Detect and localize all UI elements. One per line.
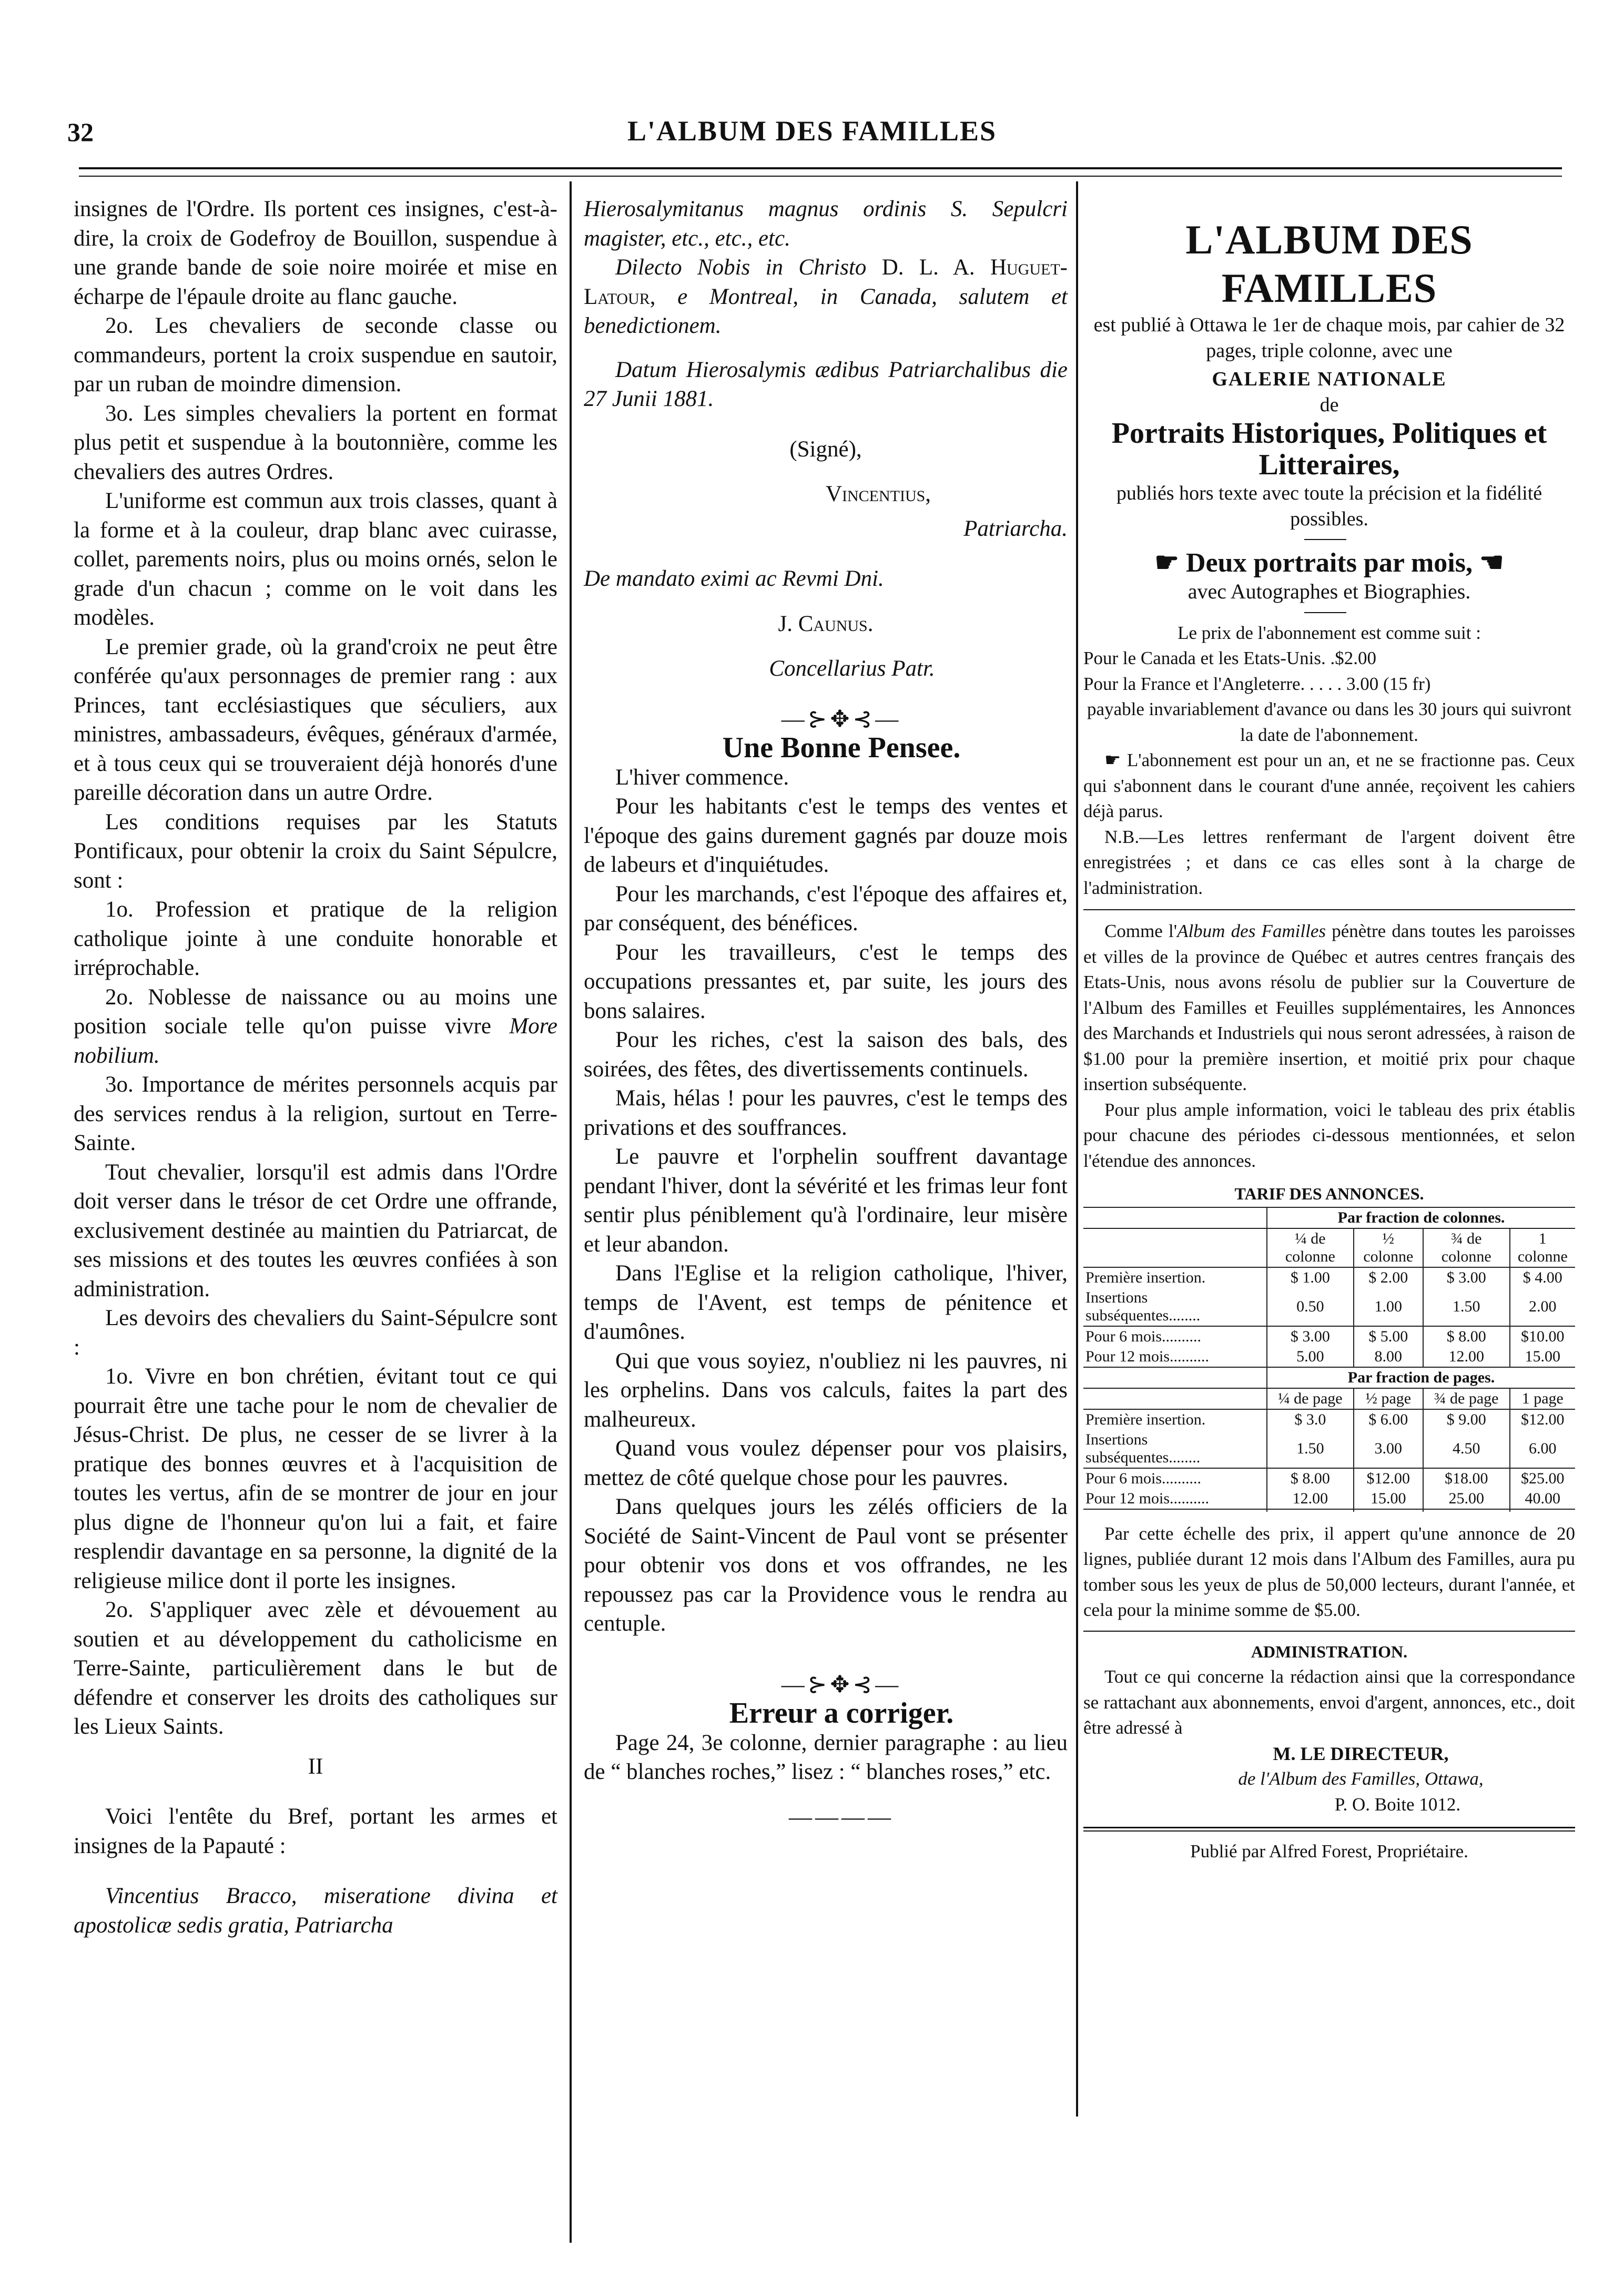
paragraph: Dans l'Eglise et la religion catholique, l'hiver, temps de l'Avent, est temps de pénitence et d'aumônes. bbox=[584, 1261, 1068, 1344]
address-line: M. LE DIRECTEUR, bbox=[1273, 1743, 1449, 1764]
paragraph: Les conditions requises par les Statuts Pontificaux, pour obtenir la croix du Saint Sépulcre, sont : bbox=[74, 809, 557, 893]
table-cell: 12.00 bbox=[1423, 1347, 1510, 1367]
paragraph bbox=[1083, 748, 1575, 825]
column-header: ¼ de page bbox=[1267, 1388, 1354, 1409]
paragraph: avec Autographes et Biographies. bbox=[1187, 579, 1471, 603]
paragraph: Datum Hierosalymis ædibus Patriarchalibus die 27 Junii 1881. bbox=[584, 357, 1068, 411]
table-cell: $ 6.00 bbox=[1354, 1409, 1423, 1430]
table-cell: 40.00 bbox=[1510, 1489, 1575, 1509]
row-label: Insertions subséquentes........ bbox=[1085, 1288, 1201, 1324]
column-header: 1 page bbox=[1510, 1388, 1575, 1409]
paragraph-text: L'abonnement est pour un an, et ne se fractionne pas. Ceux qui s'abonnent dans le courant d'une année, reçoivent les cahiers déjà parus. bbox=[1083, 750, 1576, 821]
row-label: Première insertion. bbox=[1083, 1409, 1267, 1430]
column-divider-2 bbox=[1076, 181, 1078, 2117]
table-section-header: Par fraction de colonnes. bbox=[1267, 1207, 1575, 1228]
price-line: Pour la France et l'Angleterre. . . . . 3.00 (15 fr) bbox=[1083, 673, 1431, 694]
section-rule bbox=[1083, 909, 1575, 910]
paragraph: 3o. Importance de mérites personnels acquis par des services rendus à la religion, surtout en Terre-Sainte. bbox=[74, 1072, 557, 1155]
paragraph: Vincentius Bracco, miseratione divina et apostolicæ sedis gratia, Patriarcha bbox=[74, 1884, 557, 1938]
paragraph: L'uniforme est commun aux trois classes, quant à la forme et à la couleur, drap blanc avec cuirasse, collet, parements noirs, plus ou moins ornés, selon le grade d'un chacun ; comme on le voit dans les modèles. bbox=[74, 489, 557, 630]
tariff-title: TARIF DES ANNONCES. bbox=[1234, 1184, 1424, 1203]
signer-name: J. Caunus. bbox=[778, 611, 874, 636]
paragraph bbox=[1083, 919, 1575, 1097]
paragraph: Mais, hélas ! pour les pauvres, c'est le temps des privations et des souffrances. bbox=[584, 1086, 1068, 1140]
paragraph-text: 2o. Noblesse de naissance ou au moins une position sociale telle qu'on puisse vivre bbox=[74, 984, 557, 1039]
paragraph: insignes de l'Ordre. Ils portent ces insignes, c'est-à-dire, la croix de Godefroy de Bouillon, suspendue à une grande bande de soie noire moirée et mise en écharpe de l'épaule droite au flanc gauche. bbox=[74, 197, 557, 309]
name-text: D. L. A. Huguet-Latour, bbox=[584, 255, 1068, 309]
table-cell: $ 2.00 bbox=[1354, 1267, 1423, 1288]
row-label: Pour 12 mois.......... bbox=[1085, 1347, 1210, 1365]
table-cell: $ 9.00 bbox=[1423, 1409, 1510, 1430]
paragraph: Quand vous voulez dépenser pour vos plaisirs, mettez de côté quelque chose pour les pauvres. bbox=[584, 1436, 1068, 1490]
table-cell: 8.00 bbox=[1354, 1347, 1423, 1367]
address-line: de l'Album des Familles, Ottawa, bbox=[1238, 1768, 1484, 1789]
paragraph: Hierosalymitanus magnus ordinis S. Sepulcri magister, etc., etc., etc. bbox=[584, 197, 1068, 251]
ornament: ———— bbox=[789, 1804, 894, 1830]
column-3 bbox=[1083, 216, 1575, 1865]
table-cell: 1.50 bbox=[1423, 1288, 1510, 1326]
column-header: ¾ de page bbox=[1423, 1388, 1510, 1409]
gallery-title: GALERIE NATIONALE bbox=[1212, 368, 1447, 390]
paragraph: Le pauvre et l'orphelin souffrent davantage pendant l'hiver, dont la sévérité et les frimas leur font sentir plus péniblement qu'à l'ordinaire, leur misère et leur abandon. bbox=[584, 1144, 1068, 1257]
table-cell: 15.00 bbox=[1354, 1489, 1423, 1509]
table-cell: $12.00 bbox=[1510, 1409, 1575, 1430]
table-cell: $ 5.00 bbox=[1354, 1326, 1423, 1347]
table-cell: $ 4.00 bbox=[1510, 1267, 1575, 1288]
paragraph-text: Comme l' bbox=[1104, 921, 1178, 941]
paragraph: publiés hors texte avec toute la précision et la fidélité possibles. bbox=[1116, 482, 1542, 530]
paragraph: Le premier grade, où la grand'croix ne peut être conférée qu'aux personnages de premier rang : aux Princes, tant ecclésiastiques que séculiers, aux ministres, ambassadeurs, évêques, généraux d'armée, et à tous ceux qui se trouveraient déjà honorés d'une pareille décoration dans un autre Ordre. bbox=[74, 634, 557, 805]
paragraph bbox=[584, 253, 1068, 341]
section-rule bbox=[1083, 1827, 1575, 1828]
article-heading: Erreur a corriger. bbox=[729, 1697, 954, 1730]
paragraph: Pour plus ample information, voici le tableau des prix établis pour chacune des périodes ci-dessous mentionnées, et selon l'étendue des annonces. bbox=[1083, 1099, 1575, 1171]
table-cell: 3.00 bbox=[1354, 1430, 1423, 1468]
section-rule-thin bbox=[1083, 1830, 1575, 1832]
paragraph: L'hiver commence. bbox=[615, 765, 789, 790]
table-cell: 15.00 bbox=[1510, 1347, 1575, 1367]
paragraph: Pour les riches, c'est la saison des bals, des soirées, des fêtes, des divertissements continuels. bbox=[584, 1027, 1068, 1082]
column-header: ½ colonne bbox=[1354, 1228, 1423, 1267]
table-cell: $10.00 bbox=[1510, 1326, 1575, 1347]
italic-phrase: More nobilium. bbox=[74, 1014, 557, 1068]
paragraph: Pour les habitants c'est le temps des ventes et l'époque des gains durement gagnés par douze mois de labeurs et d'inquiétudes. bbox=[584, 794, 1068, 877]
column-header: 1 colonne bbox=[1510, 1228, 1575, 1267]
row-label: Pour 6 mois.......... bbox=[1083, 1468, 1267, 1489]
promo-text: Deux portraits par mois, bbox=[1185, 548, 1473, 578]
row-label: Insertions subséquentes........ bbox=[1085, 1430, 1201, 1466]
paragraph: Pour les marchands, c'est l'époque des affaires et, par conséquent, des bénéfices. bbox=[584, 881, 1068, 935]
publisher-line: Publié par Alfred Forest, Propriétaire. bbox=[1190, 1841, 1468, 1861]
portraits-title: Portraits Historiques, Politiques et Litteraires, bbox=[1111, 417, 1547, 481]
table-cell: 1.50 bbox=[1267, 1430, 1354, 1468]
ornament: —⊱✥⊰— bbox=[781, 1671, 902, 1697]
table-cell: 1.00 bbox=[1354, 1288, 1423, 1326]
paragraph: De mandato eximi ac Revmi Dni. bbox=[584, 566, 884, 591]
admin-title: ADMINISTRATION. bbox=[1251, 1642, 1408, 1661]
table-cell: $ 8.00 bbox=[1267, 1468, 1354, 1489]
column-header: ½ page bbox=[1354, 1388, 1423, 1409]
table-cell: 6.00 bbox=[1510, 1430, 1575, 1468]
table-cell: $ 3.0 bbox=[1267, 1409, 1354, 1430]
italic-phrase: Album des Familles bbox=[1177, 921, 1326, 941]
paragraph: Les devoirs des chevaliers du Saint-Sépulcre sont : bbox=[74, 1306, 557, 1360]
table-cell: 25.00 bbox=[1423, 1489, 1510, 1509]
pointing-hand-icon: ☛ bbox=[1104, 750, 1121, 770]
table-cell: $ 3.00 bbox=[1423, 1267, 1510, 1288]
paragraph: Tout chevalier, lorsqu'il est admis dans l'Ordre doit verser dans le trésor de cet Ordre une offrande, exclusivement destinée au maintien du Patriarcat, de ses missions et des toutes les œuvres confiées à son administration. bbox=[74, 1159, 557, 1301]
column-header: ¾ de colonne bbox=[1423, 1228, 1510, 1267]
ornament: —⊱✥⊰— bbox=[781, 706, 902, 732]
header-rule-thin bbox=[79, 176, 1562, 177]
section-rule bbox=[1083, 1631, 1575, 1632]
tariff-table bbox=[1083, 1207, 1575, 1512]
column-2 bbox=[584, 195, 1068, 1832]
table-cell: 5.00 bbox=[1267, 1347, 1354, 1367]
pointing-hand-icon: ☛ bbox=[1154, 548, 1179, 578]
table-cell: $ 8.00 bbox=[1423, 1326, 1510, 1347]
paragraph: 2o. Les chevaliers de seconde classe ou commandeurs, portent la croix suspendue en sautoir, par un ruban de moindre dimension. bbox=[74, 313, 557, 396]
signer-name: Vincentius, bbox=[825, 482, 931, 506]
page-number: 32 bbox=[67, 117, 94, 147]
row-label: Première insertion. bbox=[1083, 1267, 1267, 1288]
promo-line bbox=[1083, 547, 1575, 579]
connector-text: de bbox=[1320, 393, 1339, 416]
masthead-title: L'ALBUM DES FAMILLES bbox=[1185, 217, 1473, 311]
table-cell: $18.00 bbox=[1423, 1468, 1510, 1489]
article-heading: Une Bonne Pensee. bbox=[722, 731, 961, 764]
paragraph: Qui que vous soyiez, n'oubliez ni les pauvres, ni les orphelins. Dans vos calculs, faites la part des malheureux. bbox=[584, 1348, 1068, 1432]
table-section-header: Par fraction de pages. bbox=[1267, 1367, 1575, 1388]
paragraph bbox=[74, 983, 557, 1071]
paragraph: 3o. Les simples chevaliers la portent en format plus petit et suspendue à la boutonnière, comme les chevaliers des autres Ordres. bbox=[74, 401, 557, 484]
table-cell: $ 1.00 bbox=[1267, 1267, 1354, 1288]
paragraph: 1o. Profession et pratique de la religion catholique jointe à une conduite honorable et irréprochable. bbox=[74, 897, 557, 980]
row-label: Pour 6 mois.......... bbox=[1083, 1326, 1267, 1347]
paragraph: Tout ce qui concerne la rédaction ainsi que la correspondance se rattachant aux abonnements, envoi d'argent, annonces, etc., doit être adressé à bbox=[1083, 1666, 1575, 1738]
paragraph: est publié à Ottawa le 1er de chaque mois, par cahier de 32 pages, triple colonne, avec une bbox=[1093, 314, 1565, 362]
table-cell: 4.50 bbox=[1423, 1430, 1510, 1468]
column-1 bbox=[74, 195, 557, 1940]
signer-title: Concellarius Patr. bbox=[769, 656, 935, 681]
short-rule bbox=[1304, 539, 1346, 540]
paragraph: 2o. S'appliquer avec zèle et dévouement au soutien et au développement du catholicisme en Terre-Sainte, particulièrement dans le but de défendre et conserver les droits des catholiques sur les Lieux Saints. bbox=[74, 1598, 557, 1739]
table-cell: 2.00 bbox=[1510, 1288, 1575, 1326]
paragraph: Page 24, 3e colonne, dernier paragraphe : au lieu de “ blanches roches,” lisez : “ blanches roses,” etc. bbox=[584, 1730, 1068, 1784]
italic-phrase: e Montreal, in Canada, salutem et benedictionem. bbox=[584, 284, 1068, 338]
table-cell: $25.00 bbox=[1510, 1468, 1575, 1489]
paragraph: Par cette échelle des prix, il appert qu'une annonce de 20 lignes, publiée durant 12 mois dans l'Album des Familles, aura pu tomber sous les yeux de plus de 50,000 lecteurs, durant l'année, et cela pour la minime somme de $5.00. bbox=[1083, 1523, 1575, 1620]
paragraph: Le prix de l'abonnement est comme suit : bbox=[1178, 622, 1481, 643]
address-line: P. O. Boite 1012. bbox=[1334, 1794, 1461, 1815]
table-cell: $ 3.00 bbox=[1267, 1326, 1354, 1347]
table-cell: $12.00 bbox=[1354, 1468, 1423, 1489]
pointing-hand-icon: ☚ bbox=[1479, 548, 1504, 578]
paragraph: Pour les travailleurs, c'est le temps des occupations pressantes et, par suite, les jours des bons salaires. bbox=[584, 940, 1068, 1023]
running-title: L'ALBUM DES FAMILLES bbox=[627, 115, 997, 147]
section-number: II bbox=[308, 1754, 323, 1779]
signer-title: Patriarcha. bbox=[963, 516, 1068, 541]
signature-note: (Signé), bbox=[789, 436, 862, 462]
short-rule bbox=[1304, 612, 1346, 613]
paragraph: 1o. Vivre en bon chrétien, évitant tout ce qui pourrait être une tache pour le nom de chevalier de Jésus-Christ. De plus, ne cesser de se livrer à la pratique des bonnes œuvres et à l'acquisition de toutes les vertus, afin de se montrer de jour en jour plus digne de l'honneur qu'on lui a fait, et faire resplendir davantage en sa personne, la dignité de la religieuse milice dont il porte les insignes. bbox=[74, 1364, 557, 1593]
column-divider-1 bbox=[570, 181, 572, 2243]
paragraph: payable invariablement d'avance ou dans les 30 jours qui suivront la date de l'abonnement. bbox=[1087, 699, 1571, 745]
paragraph-text: pénètre dans toutes les paroisses et villes de la province de Québec et autres centres français des Etats-Unis, nous avons résolu de publier sur la Couverture de l'Album des Familles et Feuilles supplémentaires, les Annonces des Marchands et Industriels qui nous seront adressées, à raison de $1.00 pour la première insertion, et moitié prix pour chaque insertion subséquente. bbox=[1083, 921, 1575, 1094]
column-header: ¼ de colonne bbox=[1267, 1228, 1354, 1267]
table-cell: 0.50 bbox=[1267, 1288, 1354, 1326]
italic-phrase: Dilecto Nobis in Christo bbox=[615, 255, 867, 280]
price-line: Pour le Canada et les Etats-Unis. .$2.00 bbox=[1083, 648, 1376, 668]
paragraph: Dans quelques jours les zélés officiers de la Société de Saint-Vincent de Paul vont se présenter pour obtenir vos dons et vos offrandes, ne les repoussez pas car la Providence vous le rendra au centuple. bbox=[584, 1494, 1068, 1636]
paragraph: N.B.—Les lettres renfermant de l'argent doivent être enregistrées ; et dans ce cas elles sont à la charge de l'administration. bbox=[1083, 826, 1575, 898]
row-label: Pour 12 mois.......... bbox=[1085, 1489, 1210, 1507]
table-cell: 12.00 bbox=[1267, 1489, 1354, 1509]
paragraph: Voici l'entête du Bref, portant les armes et insignes de la Papauté : bbox=[74, 1804, 557, 1858]
header-rule bbox=[79, 167, 1562, 169]
